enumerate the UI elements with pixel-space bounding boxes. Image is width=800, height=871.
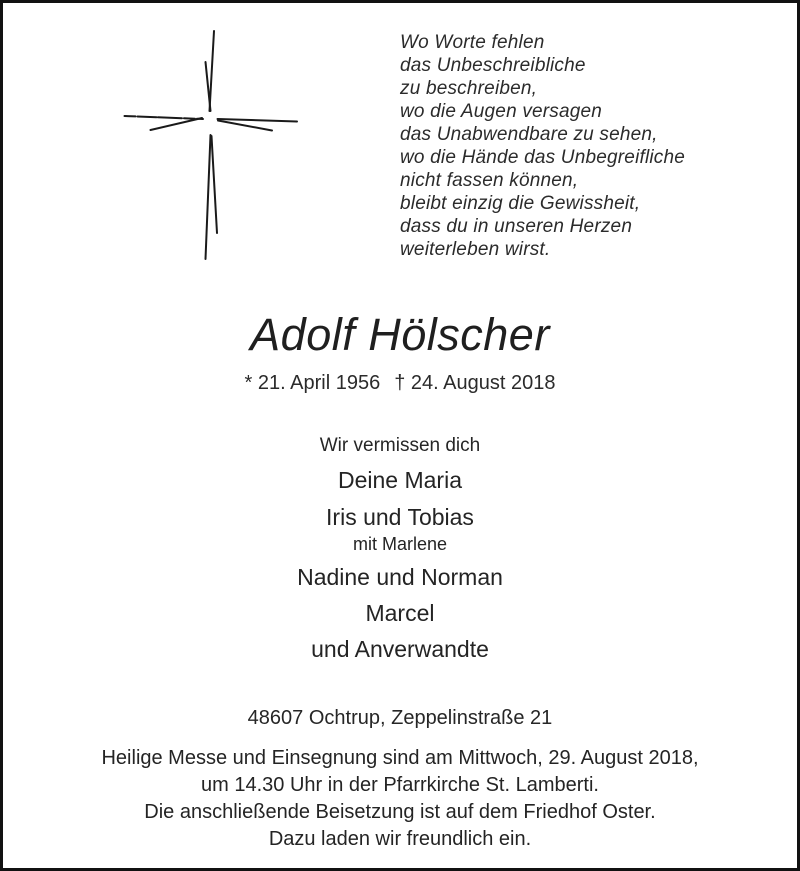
address-line: 48607 Ochtrup, Zeppelinstraße 21 [247,707,553,729]
family-member: und Anverwandte [311,636,489,662]
poem-line: bleibt einzig die Gewissheit, [400,193,641,214]
family-member: Deine Maria [338,467,462,493]
memorial-poem [400,31,740,261]
ceremony-line: Heilige Messe und Einsegnung sind am Mittwoch, 29. August 2018, [101,747,699,769]
poem-line: wo die Hände das Unbegreifliche [400,147,686,168]
poem-line: das Unabwendbare zu sehen, [400,124,658,145]
ceremony-line: Die anschließende Beisetzung ist auf dem Friedhof Oster. [144,801,656,823]
birth-date: * 21. April 1956 [244,372,381,394]
poem-line: wo die Augen versagen [400,101,603,122]
family-member: Marcel [365,600,435,626]
mourning-intro: Wir vermissen dich [319,435,481,456]
poem-line: nicht fassen können, [400,170,579,191]
family-member: Iris und Tobias [326,504,474,530]
deceased-name: Adolf Hölscher [250,309,550,360]
poem-line: weiterleben wirst. [400,239,551,260]
poem-line: dass du in unseren Herzen [400,216,633,237]
life-dates [3,372,797,395]
poem-line: zu beschreiben, [400,78,538,99]
cross-icon [113,18,308,268]
family-member: mit Marlene [352,534,448,554]
poem-line: das Unbeschreibliche [400,55,586,76]
poem-line: Wo Worte fehlen [400,32,545,53]
death-date: † 24. August 2018 [394,372,556,394]
ceremony-info [3,745,797,853]
ceremony-line: um 14.30 Uhr in der Pfarrkirche St. Lamberti. [201,774,599,796]
ceremony-line: Dazu laden wir freundlich ein. [268,828,532,850]
family-member: Nadine und Norman [297,564,503,590]
